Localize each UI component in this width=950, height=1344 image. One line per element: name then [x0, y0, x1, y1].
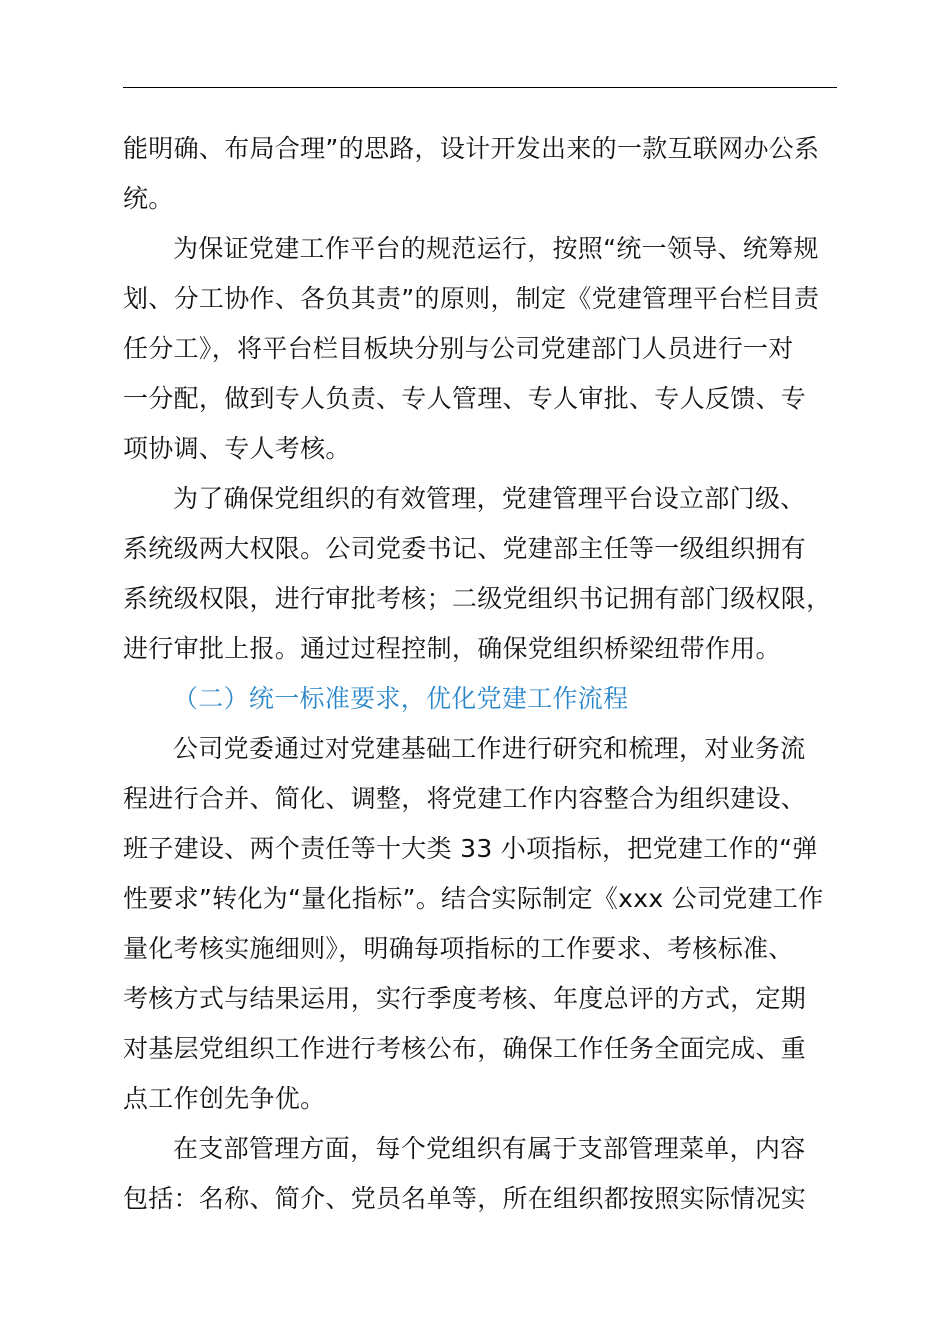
- body-line: 点工作创先争优。: [123, 1084, 326, 1113]
- body-line: 程进行合并、简化、调整，将党建工作内容整合为组织建设、: [123, 784, 807, 813]
- body-line: 项协调、专人考核。: [123, 434, 351, 463]
- body-line: 能明确、布局合理”的思路，设计开发出来的一款互联网办公系: [123, 134, 820, 163]
- section-heading: （二）统一标准要求，优化党建工作流程: [173, 684, 629, 713]
- body-line: 对基层党组织工作进行考核公布，确保工作任务全面完成、重: [123, 1034, 807, 1063]
- body-line: 考核方式与结果运用，实行季度考核、年度总评的方式，定期: [123, 984, 807, 1013]
- paragraph-start-line: 为了确保党组织的有效管理，党建管理平台设立部门级、: [173, 484, 806, 513]
- body-line: 性要求”转化为“量化指标”。结合实际制定《xxx 公司党建工作: [123, 884, 824, 913]
- paragraph-start-line: 在支部管理方面，每个党组织有属于支部管理菜单，内容: [173, 1134, 806, 1163]
- paragraph-start-line: 公司党委通过对党建基础工作进行研究和梳理，对业务流: [173, 734, 806, 763]
- body-line: 系统级权限，进行审批考核；二级党组织书记拥有部门级权限，: [123, 584, 832, 613]
- body-line: 系统级两大权限。公司党委书记、党建部主任等一级组织拥有: [123, 534, 807, 563]
- body-line: 统。: [123, 184, 174, 213]
- body-line: 一分配，做到专人负责、专人管理、专人审批、专人反馈、专: [123, 384, 807, 413]
- body-line: 划、分工协作、各负其责”的原则，制定《党建管理平台栏目责: [123, 284, 820, 313]
- document-body: [123, 124, 873, 1224]
- body-line: 进行审批上报。通过过程控制，确保党组织桥梁纽带作用。: [123, 634, 781, 663]
- body-line: 班子建设、两个责任等十大类 33 小项指标，把党建工作的“弹: [123, 834, 818, 863]
- header-rule: [123, 87, 837, 88]
- paragraph-start-line: 为保证党建工作平台的规范运行，按照“统一领导、统筹规: [173, 234, 819, 263]
- body-line: 量化考核实施细则》，明确每项指标的工作要求、考核标准、: [123, 934, 794, 963]
- body-line: 包括：名称、简介、党员名单等，所在组织都按照实际情况实: [123, 1184, 807, 1213]
- body-line: 任分工》，将平台栏目板块分别与公司党建部门人员进行一对: [123, 334, 794, 363]
